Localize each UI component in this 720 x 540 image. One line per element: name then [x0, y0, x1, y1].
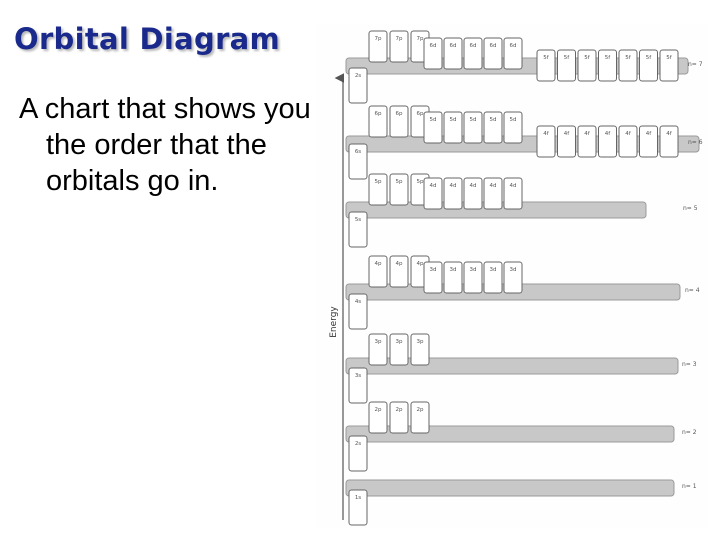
orbital-label: 6d — [429, 43, 437, 49]
orbital-label: 5d — [469, 117, 477, 123]
orbital-box — [537, 50, 555, 81]
orbital-label: 4p — [374, 261, 382, 267]
orbital-label: 1s — [354, 495, 362, 501]
orbital-label: 6p — [374, 111, 382, 117]
orbital-label: 5f — [625, 55, 631, 61]
orbital-label: 4f — [625, 131, 631, 137]
orbital-label: 2p — [374, 407, 382, 413]
orbital-label: 5s — [354, 217, 362, 223]
orbital-label: 4f — [543, 131, 549, 137]
energy-level — [346, 402, 697, 471]
orbital-box — [390, 334, 408, 365]
orbital-box — [578, 50, 596, 81]
orbital-label: 4f — [584, 131, 590, 137]
orbital-label: 5d — [509, 117, 517, 123]
orbital-box — [504, 262, 522, 293]
levels-layer — [346, 31, 703, 525]
orbital-label: 2p — [416, 407, 424, 413]
orbital-box — [411, 402, 429, 433]
orbital-label: 2p — [395, 407, 403, 413]
energy-level-label: n= 5 — [683, 205, 698, 212]
orbital-label: 4f — [563, 131, 570, 137]
orbital-diagram — [316, 24, 708, 528]
orbital-box — [484, 112, 502, 143]
energy-level — [346, 334, 697, 403]
orbital-label: 6s — [354, 149, 362, 155]
orbital-box — [464, 38, 482, 69]
orbital-box — [599, 50, 617, 81]
energy-level — [346, 480, 697, 525]
orbital-box — [369, 402, 387, 433]
slide-title: Orbital Diagram — [14, 22, 281, 56]
orbital-box — [349, 436, 367, 471]
orbital-label: 6d — [509, 43, 517, 49]
orbital-label: 4d — [449, 183, 457, 189]
orbital-box — [424, 112, 442, 143]
orbital-box — [640, 126, 658, 157]
orbital-label: 6p — [395, 111, 403, 117]
orbital-box — [369, 256, 387, 287]
orbital-label: 4f — [645, 131, 652, 137]
orbital-box — [484, 178, 502, 209]
energy-level — [346, 174, 698, 247]
orbital-label: 3p — [395, 339, 403, 345]
orbital-box — [349, 368, 367, 403]
orbital-box — [619, 50, 637, 81]
orbital-box — [444, 178, 462, 209]
orbital-label: 4f — [666, 131, 672, 137]
orbital-label: 4d — [469, 183, 477, 189]
orbital-box — [464, 112, 482, 143]
energy-level — [346, 256, 700, 329]
orbital-label: 6d — [449, 43, 457, 49]
orbital-box — [424, 262, 442, 293]
orbital-label: 5p — [395, 179, 403, 185]
energy-level-label: n= 2 — [682, 429, 697, 436]
energy-level — [346, 31, 703, 103]
slide-body — [19, 91, 319, 199]
orbital-label: 3d — [509, 267, 517, 273]
orbital-box — [578, 126, 596, 157]
orbital-box — [390, 174, 408, 205]
orbital-box — [390, 402, 408, 433]
energy-axis-label: Energy — [329, 306, 339, 338]
orbital-box — [424, 38, 442, 69]
orbital-box — [411, 334, 429, 365]
energy-level-label: n= 1 — [682, 483, 697, 490]
orbital-label: 7p — [374, 36, 382, 42]
orbital-box — [444, 112, 462, 143]
orbital-label: 3p — [416, 339, 424, 345]
energy-level-label: n= 4 — [685, 287, 700, 294]
orbital-box — [369, 334, 387, 365]
orbital-box — [369, 31, 387, 62]
orbital-box — [349, 294, 367, 329]
orbital-box — [369, 174, 387, 205]
orbital-label: 5d — [449, 117, 457, 123]
orbital-label: 6d — [489, 43, 497, 49]
orbital-box — [349, 490, 367, 525]
energy-level-bar — [346, 480, 674, 496]
orbital-label: 4s — [354, 299, 362, 305]
orbital-box — [464, 178, 482, 209]
energy-level-label: n= 6 — [688, 139, 703, 146]
orbital-label: 5f — [563, 55, 570, 61]
orbital-label: 7p — [416, 36, 424, 42]
orbital-label: 6d — [469, 43, 477, 49]
orbital-label: 4d — [489, 183, 497, 189]
orbital-label: 3d — [489, 267, 497, 273]
orbital-label: 5f — [645, 55, 652, 61]
orbital-box — [349, 212, 367, 247]
orbital-label: 3d — [429, 267, 437, 273]
orbital-label: 5f — [584, 55, 590, 61]
orbital-box — [558, 50, 576, 81]
orbital-box — [390, 256, 408, 287]
orbital-diagram-svg — [316, 24, 708, 528]
energy-level — [346, 106, 703, 179]
orbital-label: 2s — [354, 73, 362, 79]
orbital-label: 3s — [354, 373, 362, 379]
orbital-label: 4d — [509, 183, 517, 189]
orbital-box — [599, 126, 617, 157]
orbital-label: 6p — [416, 111, 424, 117]
orbital-label: 5f — [604, 55, 611, 61]
energy-level-label: n= 7 — [688, 61, 703, 68]
orbital-box — [660, 126, 678, 157]
orbital-box — [349, 144, 367, 179]
orbital-label: 5p — [374, 179, 382, 185]
energy-level-label: n= 3 — [682, 361, 697, 368]
orbital-box — [619, 126, 637, 157]
orbital-label: 7p — [395, 36, 403, 42]
slide-body-text: A chart that shows you the order that the orbitals go in. — [19, 93, 311, 197]
orbital-label: 5f — [666, 55, 672, 61]
orbital-label: 5f — [543, 55, 549, 61]
orbital-box — [444, 38, 462, 69]
orbital-label: 4f — [604, 131, 611, 137]
orbital-label: 4p — [416, 261, 424, 267]
orbital-label: 3d — [449, 267, 457, 273]
orbital-label: 4d — [429, 183, 437, 189]
orbital-box — [504, 112, 522, 143]
orbital-label: 3p — [374, 339, 382, 345]
orbital-label: 4p — [395, 261, 403, 267]
orbital-box — [484, 262, 502, 293]
orbital-box — [349, 68, 367, 103]
orbital-box — [660, 50, 678, 81]
orbital-box — [484, 38, 502, 69]
orbital-box — [444, 262, 462, 293]
orbital-box — [464, 262, 482, 293]
orbital-box — [558, 126, 576, 157]
orbital-box — [504, 38, 522, 69]
orbital-box — [424, 178, 442, 209]
orbital-label: 5p — [416, 179, 424, 185]
orbital-label: 3d — [469, 267, 477, 273]
orbital-label: 5d — [429, 117, 437, 123]
orbital-box — [537, 126, 555, 157]
orbital-box — [390, 106, 408, 137]
orbital-label: 5d — [489, 117, 497, 123]
orbital-box — [640, 50, 658, 81]
orbital-box — [390, 31, 408, 62]
orbital-label: 2s — [354, 441, 362, 447]
orbital-box — [504, 178, 522, 209]
orbital-box — [369, 106, 387, 137]
